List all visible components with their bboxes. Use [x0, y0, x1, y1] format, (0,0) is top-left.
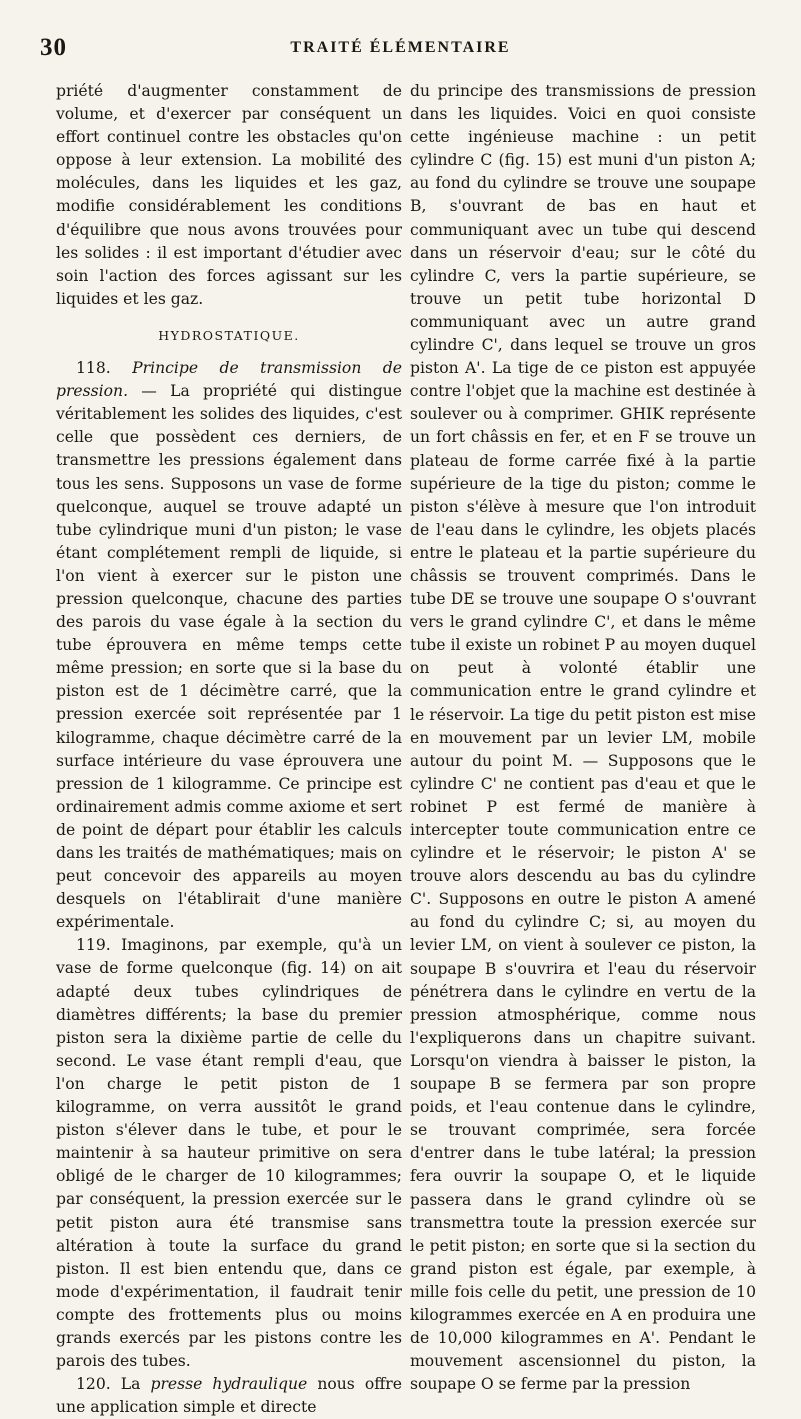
- paragraph-119: 119. Imaginons, par exemple, qu'à un vase de forme quelconque (fig. 14) on ait adapté deux tubes cylindriques de diamètres différents; la base du premier piston sera la dixième partie de celle du second. Le vase étant rempli d'eau, que l'on charge le petit piston de 1 kilogramme, on verra aussitôt le grand piston s'élever dans le tube, et pour le maintenir à sa hauteur primitive on sera obligé de le charger de 10 kilogrammes; par conséquent, la pression exercée sur le petit piston aura été transmise sans altération à toute la surface du grand piston. Il est bien entendu que, dans ce mode d'expérimentation, il faudrait tenir compte des frottements plus ou moins grands exercés par les pistons contre les parois des tubes.: [56, 936, 402, 1371]
- paragraph-120-title: presse hydraulique: [150, 1375, 308, 1394]
- paragraph-118: [56, 357, 402, 934]
- left-column: [56, 80, 402, 1419]
- paragraph-120: [56, 1373, 402, 1419]
- paragraph-120-continued: du principe des transmissions de pression dans les liquides. Voici en quoi consiste cette ingénieuse machine : un petit cylindre C (fig. 15) est muni d'un piston A; au fond du cylindre se trouve une soupape B, s'ouvrant de bas en haut et communiquant avec un tube qui descend dans un réservoir d'eau; sur le côté du cylindre C, vers la partie supérieure, se trouve un petit tube horizontal D communiquant avec un autre grand cylindre C', dans lequel se trouve un gros piston A'. La tige de ce piston est appuyée contre l'objet que la machine est destinée à soulever ou à comprimer. GHIK représente un fort châssis en fer, et en F se trouve un plateau de forme carrée fixé à la partie supérieure de la tige du piston; comme le piston s'élève à mesure que l'on introduit de l'eau dans le cylindre, les objets placés entre le plateau et la partie supérieure du châssis se trouvent comprimés. Dans le tube DE se trouve une soupape O s'ouvrant vers le grand cylindre C', et dans le même tube il existe un robinet P au moyen duquel on peut à volonté établir une communication entre le grand cylindre et le réservoir. La tige du petit piston est mise en mouvement par un levier LM, mobile autour du point M. — Supposons que le cylindre C' ne contient pas d'eau et que le robinet P est fermé de manière à intercepter toute communication entre ce cylindre et le réservoir; le piston A' se trouve alors descendu au bas du cylindre C'. Supposons en outre le piston A amené au fond du cylindre C; si, au moyen du levier LM, on vient à soulever ce piston, la soupape B s'ouvrira et l'eau du réservoir pénétrera dans le cylindre en vertu de la pression atmosphérique, comme nous l'expliquerons dans un chapitre suivant. Lorsqu'on viendra à baisser le piston, la soupape B se fermera par son propre poids, et l'eau contenue dans le cylindre, se trouvant comprimée, sera forcée d'entrer dans le tube latéral; la pression fera ouvrir la soupape O, et le liquide passera dans le grand cylindre où se transmettra toute la pression exercée sur le petit piston; en sorte que si la section du grand piston est égale, par exemple, à mille fois celle du petit, une pression de 10 kilogrammes exercée en A en produira une de 10,000 kilogrammes en A'. Pendant le mouvement ascensionnel du piston, la soupape O se ferme par la pression: [410, 82, 756, 1394]
- paragraph-120-text: nous offre une application simple et directe: [56, 1375, 402, 1417]
- paragraph-118-title: Principe de transmission de pression.: [56, 359, 402, 401]
- paragraph-continuation: priété d'augmenter constamment de volume, et d'exercer par conséquent un effort continuel contre les obstacles qu'on oppose à leur extension. La mobilité des molécules, dans les liquides et les gaz, modifie considérablement les conditions d'équilibre que nous avons trouvées pour les solides : il est important d'étudier avec soin l'action des forces agissant sur les liquides et les gaz.: [56, 82, 402, 308]
- paragraph-120-number: 120. La: [76, 1375, 141, 1394]
- paragraph-118-text: — La propriété qui distingue véritablement les solides des liquides, c'est celle que possèdent ces derniers, de transmettre les pressions également dans tous les sens. Supposons un vase de forme quelconque, auquel se trouve adapté un tube cylindrique muni d'un piston; le vase étant complétement rempli de liquide, si l'on vient à exercer sur le piston une pression quelconque, chacune des parties des parois du vase égale à la section du tube éprouvera en même temps cette même pression; en sorte que si la base du piston est de 1 décimètre carré, que la pression exercée soit représentée par 1 kilogramme, chaque décimètre carré de la surface intérieure du vase éprouvera une pression de 1 kilogramme. Ce principe est ordinairement admis comme axiome et sert de point de départ pour établir les calculs dans les traités de mathématiques; mais on peut concevoir des appareils au moyen desquels on l'établirait d'une manière expérimentale.: [56, 382, 402, 932]
- page-number: 30: [40, 34, 67, 61]
- paragraph-118-number: 118.: [76, 359, 111, 378]
- running-title: TRAITÉ ÉLÉMENTAIRE: [290, 39, 511, 56]
- page-header: [40, 34, 761, 64]
- right-column: [410, 80, 756, 1396]
- section-title: HYDROSTATIQUE.: [158, 327, 300, 343]
